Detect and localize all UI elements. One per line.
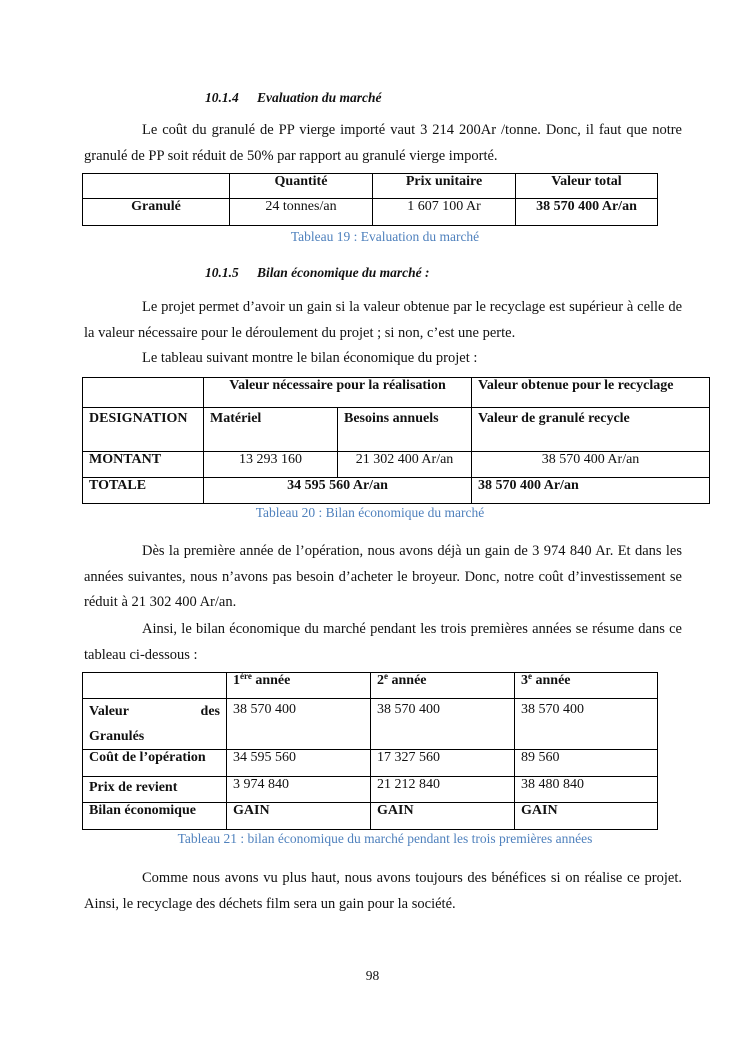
cell-totale-obtenue: 38 570 400 Ar/an — [472, 478, 710, 504]
caption-tableau-21: Tableau 21 : bilan économique du marché pendant les trois premières années — [177, 831, 593, 846]
header-valeur-granule: Valeur de granulé recycle — [472, 408, 710, 452]
paragraph-three-years-intro: Ainsi, le bilan économique du marché pendant les trois premières années se résume dans ce tableau ci-dessous : — [84, 621, 682, 663]
table-bilan-economique — [82, 377, 710, 504]
table-cell: 38 480 840 — [515, 777, 658, 803]
table-cell: 38 570 400 — [515, 699, 658, 750]
cell-montant-besoins: 21 302 400 Ar/an — [338, 452, 472, 478]
cell-valeur-total: 38 570 400 Ar/an — [516, 199, 658, 226]
section-heading-10-1-4 — [205, 90, 382, 106]
section-number: 10.1.4 — [205, 90, 239, 105]
header-prix-unitaire: Prix unitaire — [373, 174, 516, 199]
caption-tableau-19: Tableau 19 : Evaluation du marché — [290, 229, 480, 244]
header-valeur-necessaire: Valeur nécessaire pour la réalisation — [204, 378, 472, 408]
table-row-totale — [83, 478, 710, 504]
table-row — [83, 750, 658, 777]
header-besoins-annuels: Besoins annuels — [338, 408, 472, 452]
paragraph-gain-condition: Le projet permet d’avoir un gain si la valeur obtenue par le recyclage est supérieur à celle de la valeur nécessaire pour le déroulement du projet ; si non, c’est une perte. — [84, 299, 682, 341]
table-group-header-row — [83, 378, 710, 408]
table-row-montant — [83, 452, 710, 478]
table-cell: 38 570 400 — [371, 699, 515, 750]
empty-header-cell — [83, 378, 204, 408]
table-row — [83, 199, 658, 226]
header-materiel: Matériel — [204, 408, 338, 452]
table-cell: 38 570 400 — [227, 699, 371, 750]
label-designation: DESIGNATION — [83, 408, 204, 452]
cell-montant-valeur: 38 570 400 Ar/an — [472, 452, 710, 478]
empty-header-cell — [83, 174, 230, 199]
table-row — [83, 803, 658, 830]
section-title: Evaluation du marché — [257, 90, 382, 105]
paragraph-conclusion: Comme nous avons vu plus haut, nous avons toujours des bénéfices si on réalise ce projet. Ainsi, le recyclage des déchets film sera un gain pour la société. — [84, 870, 682, 912]
header-quantite: Quantité — [230, 174, 373, 199]
header-annee-3: 3e année — [515, 673, 658, 699]
table-cell: 17 327 560 — [371, 750, 515, 777]
table-cell: 34 595 560 — [227, 750, 371, 777]
table-header-row — [83, 673, 658, 699]
table-cell: 21 212 840 — [371, 777, 515, 803]
section-heading-10-1-5 — [205, 265, 430, 281]
table-cell: GAIN — [515, 803, 658, 830]
row-label-bilan-economique: Bilan économique — [83, 803, 227, 830]
table-cell: 89 560 — [515, 750, 658, 777]
table-cell: GAIN — [371, 803, 515, 830]
table-bilan-trois-annees — [82, 672, 658, 830]
label-totale: TOTALE — [83, 478, 204, 504]
row-label-cout-operation: Coût de l’opération — [83, 750, 227, 777]
label-montant: MONTANT — [83, 452, 204, 478]
section-number: 10.1.5 — [205, 265, 239, 280]
paragraph-table-intro: Le tableau suivant montre le bilan économique du projet : — [142, 350, 478, 366]
table-row — [83, 777, 658, 803]
header-valeur-total: Valeur total — [516, 174, 658, 199]
table-header-row — [83, 174, 658, 199]
table-subheader-row — [83, 408, 710, 452]
header-annee-1: 1ère année — [227, 673, 371, 699]
section-title: Bilan économique du marché : — [257, 265, 430, 280]
table-cell: 3 974 840 — [227, 777, 371, 803]
header-annee-2: 2e année — [371, 673, 515, 699]
cell-totale-necessaire: 34 595 560 Ar/an — [204, 478, 472, 504]
paragraph-first-year-gain: Dès la première année de l’opération, nous avons déjà un gain de 3 974 840 Ar. Et dans les années suivantes, nous n’avons pas besoin d’acheter le broyeur. Donc, notre coût d’investissement se réduit à 21 302 400 Ar/an. — [84, 543, 682, 610]
caption-tableau-20: Tableau 20 : Bilan économique du marché — [255, 505, 485, 520]
row-label-valeur-granules: Valeur des Granulés — [83, 699, 227, 750]
empty-header-cell — [83, 673, 227, 699]
row-label-granule: Granulé — [83, 199, 230, 226]
table-evaluation-marche — [82, 173, 658, 226]
table-row — [83, 699, 658, 750]
cell-prix-unitaire: 1 607 100 Ar — [373, 199, 516, 226]
cell-quantite: 24 tonnes/an — [230, 199, 373, 226]
header-valeur-obtenue: Valeur obtenue pour le recyclage — [472, 378, 710, 408]
paragraph-granule-cost: Le coût du granulé de PP vierge importé vaut 3 214 200Ar /tonne. Donc, il faut que notre granulé de PP soit réduit de 50% par rapport au granulé vierge importé. — [84, 122, 682, 164]
page-number: 98 — [365, 968, 380, 983]
table-cell: GAIN — [227, 803, 371, 830]
row-label-prix-revient: Prix de revient — [83, 777, 227, 803]
cell-montant-materiel: 13 293 160 — [204, 452, 338, 478]
